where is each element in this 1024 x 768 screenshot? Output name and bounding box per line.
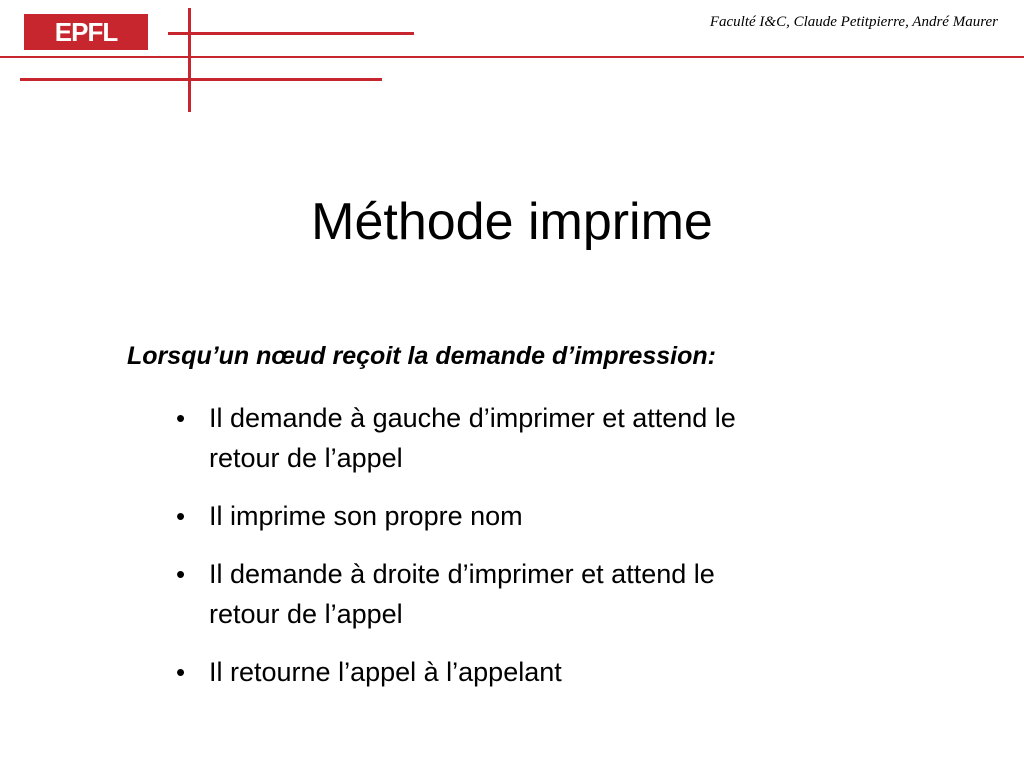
slide-title: Méthode imprime xyxy=(311,193,713,251)
bullet-item xyxy=(176,554,916,634)
decorative-rule-lower xyxy=(20,78,382,81)
bullet-text-continued: retour de l’appel xyxy=(209,599,403,629)
epfl-logo xyxy=(24,14,148,50)
bullet-icon: • xyxy=(176,657,186,687)
bullet-item xyxy=(176,652,916,692)
bullet-text-continued: retour de l’appel xyxy=(209,443,403,473)
bullet-icon: • xyxy=(176,501,186,531)
decorative-rule-upper xyxy=(168,32,414,35)
bullet-text: Il demande à droite d’imprimer et attend le xyxy=(209,559,715,589)
bullet-text: Il retourne l’appel à l’appelant xyxy=(209,657,562,687)
decorative-rule-vertical xyxy=(188,8,191,112)
bullet-item xyxy=(176,398,916,478)
slide-credit: Faculté I&C, Claude Petitpierre, André Maurer xyxy=(709,14,998,30)
epfl-logo-graphic xyxy=(24,14,148,50)
slide-lead: Lorsqu’un nœud reçoit la demande d’impression: xyxy=(127,342,716,370)
bullet-item xyxy=(176,496,916,536)
logo-wordmark: EPFL xyxy=(54,17,118,47)
bullet-list xyxy=(176,398,916,710)
bullet-icon: • xyxy=(176,559,186,589)
bullet-text: Il demande à gauche d’imprimer et attend le xyxy=(209,403,736,433)
bullet-icon: • xyxy=(176,403,186,433)
bullet-text: Il imprime son propre nom xyxy=(209,501,523,531)
header-rule xyxy=(0,56,1024,58)
